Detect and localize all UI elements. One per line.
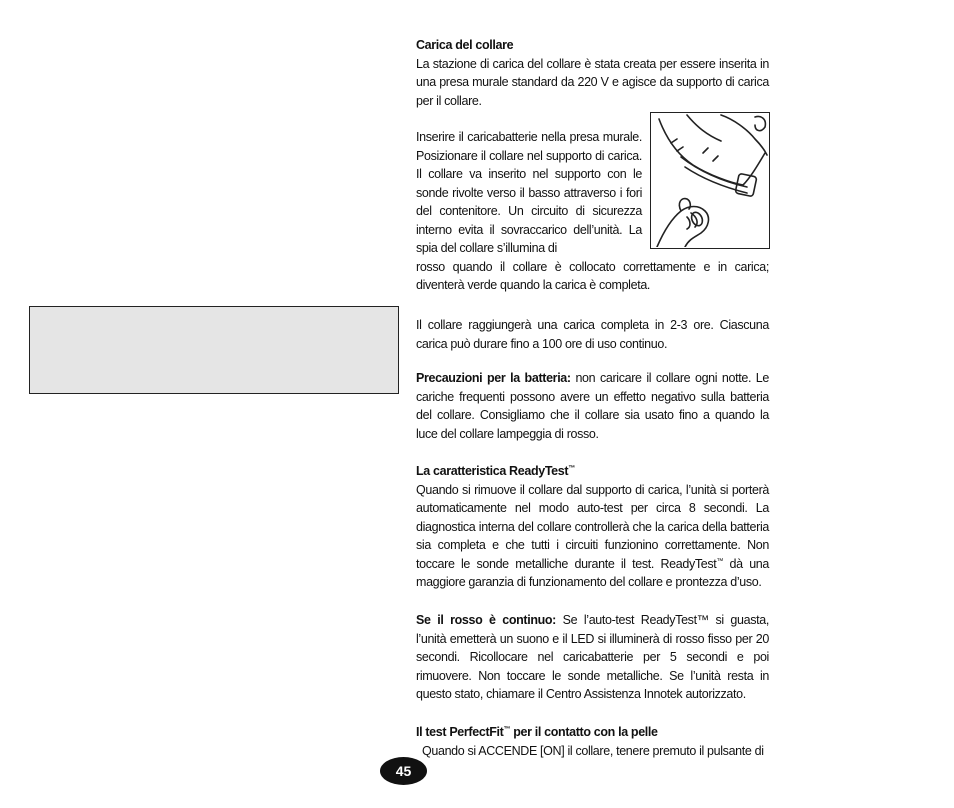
red-body: Se l’auto-test ReadyTest™ si guasta, l’unità emetterà un suono e il LED si illuminerà di rosso fisso per 20 secondi. Ricollocare nel caricabatterie per 5 secondi e poi rimuovere. Non toccare le sonde metalliche. Se l’unità resta in questo stato, chiamare il Centro Assistenza Innotek autorizzato. (416, 613, 769, 701)
section-battery-precautions (416, 369, 769, 443)
page-number-badge (380, 757, 427, 785)
paragraph-insert-wrapped: Inserire il caricabatterie nella presa murale. Posizionare il collare nel supporto di carica. Il collare va inserito nel supporto con le sonde rivolte verso il basso attraverso i fori del contenitore. Un circuito di sicurezza interno evita il sovraccarico dell’unità. La spia del collare s’illumina di (416, 130, 642, 255)
trademark-mark-perfectfit: ™ (503, 725, 511, 733)
paragraph-continuous-red (416, 611, 769, 704)
heading-readytest (416, 462, 769, 481)
trademark-mark: ™ (568, 464, 575, 472)
paragraph-battery (416, 369, 769, 443)
section-readytest (416, 462, 769, 592)
paragraph-insert-full: rosso quando il collare è collocato correttamente e in carica; diventerà verde quando la carica è completa. (416, 259, 769, 292)
heading-charging: Carica del collare (416, 38, 514, 52)
section-perfectfit (416, 723, 769, 760)
readytest-body-b: dà una maggiore garanzia di funzionamento del collare e prontezza d’uso. (416, 556, 769, 589)
section-full-charge (416, 316, 769, 353)
battery-body: non caricare il collare ogni notte. Le cariche frequenti possono avere un effetto negativo sulla batteria del collare. Consigliamo che il collare sia usato fino a quando la luce del collare lampeggia di rosso. (416, 371, 769, 441)
red-lead: Se il rosso è continuo: (416, 613, 556, 627)
section-charging (416, 36, 769, 110)
paragraph-charging: La stazione di carica del collare è stata creata per essere inserita in una presa murale standard da 220 V e agisce da supporto di carica per il collare. (416, 56, 769, 108)
gray-panel (29, 306, 399, 394)
paragraph-readytest (416, 481, 769, 592)
readytest-body-a: Quando si rimuove il collare dal supporto di carica, l’unità si porterà automaticamente nel modo auto-test per circa 8 secondi. La diagnostica interna del collare controllerà che la carica della batteria sia completa e che tutti i circuiti funzionino correttamente. Non toccare le sonde metalliche durante il test. ReadyTest (416, 482, 769, 571)
collar-charging-illustration (650, 112, 770, 249)
collar-drawing-icon (651, 113, 768, 247)
section-continuous-red (416, 611, 769, 704)
perfectfit-heading-a: Il test PerfectFit (416, 725, 504, 739)
readytest-heading-text: La caratteristica ReadyTest (416, 464, 569, 478)
page-number: 45 (395, 763, 412, 779)
heading-perfectfit (416, 723, 769, 742)
paragraph-full-charge: Il collare raggiungerà una carica completa in 2-3 ore. Ciascuna carica può durare fino a 100 ore di uso continuo. (416, 318, 769, 351)
battery-lead: Precauzioni per la batteria: (416, 371, 571, 385)
perfectfit-heading-b: per il contatto con la pelle (510, 725, 658, 739)
trademark-mark-inline: ™ (716, 557, 724, 565)
paragraph-perfectfit: Quando si ACCENDE [ON] il collare, tenere premuto il pulsante di (422, 743, 764, 758)
